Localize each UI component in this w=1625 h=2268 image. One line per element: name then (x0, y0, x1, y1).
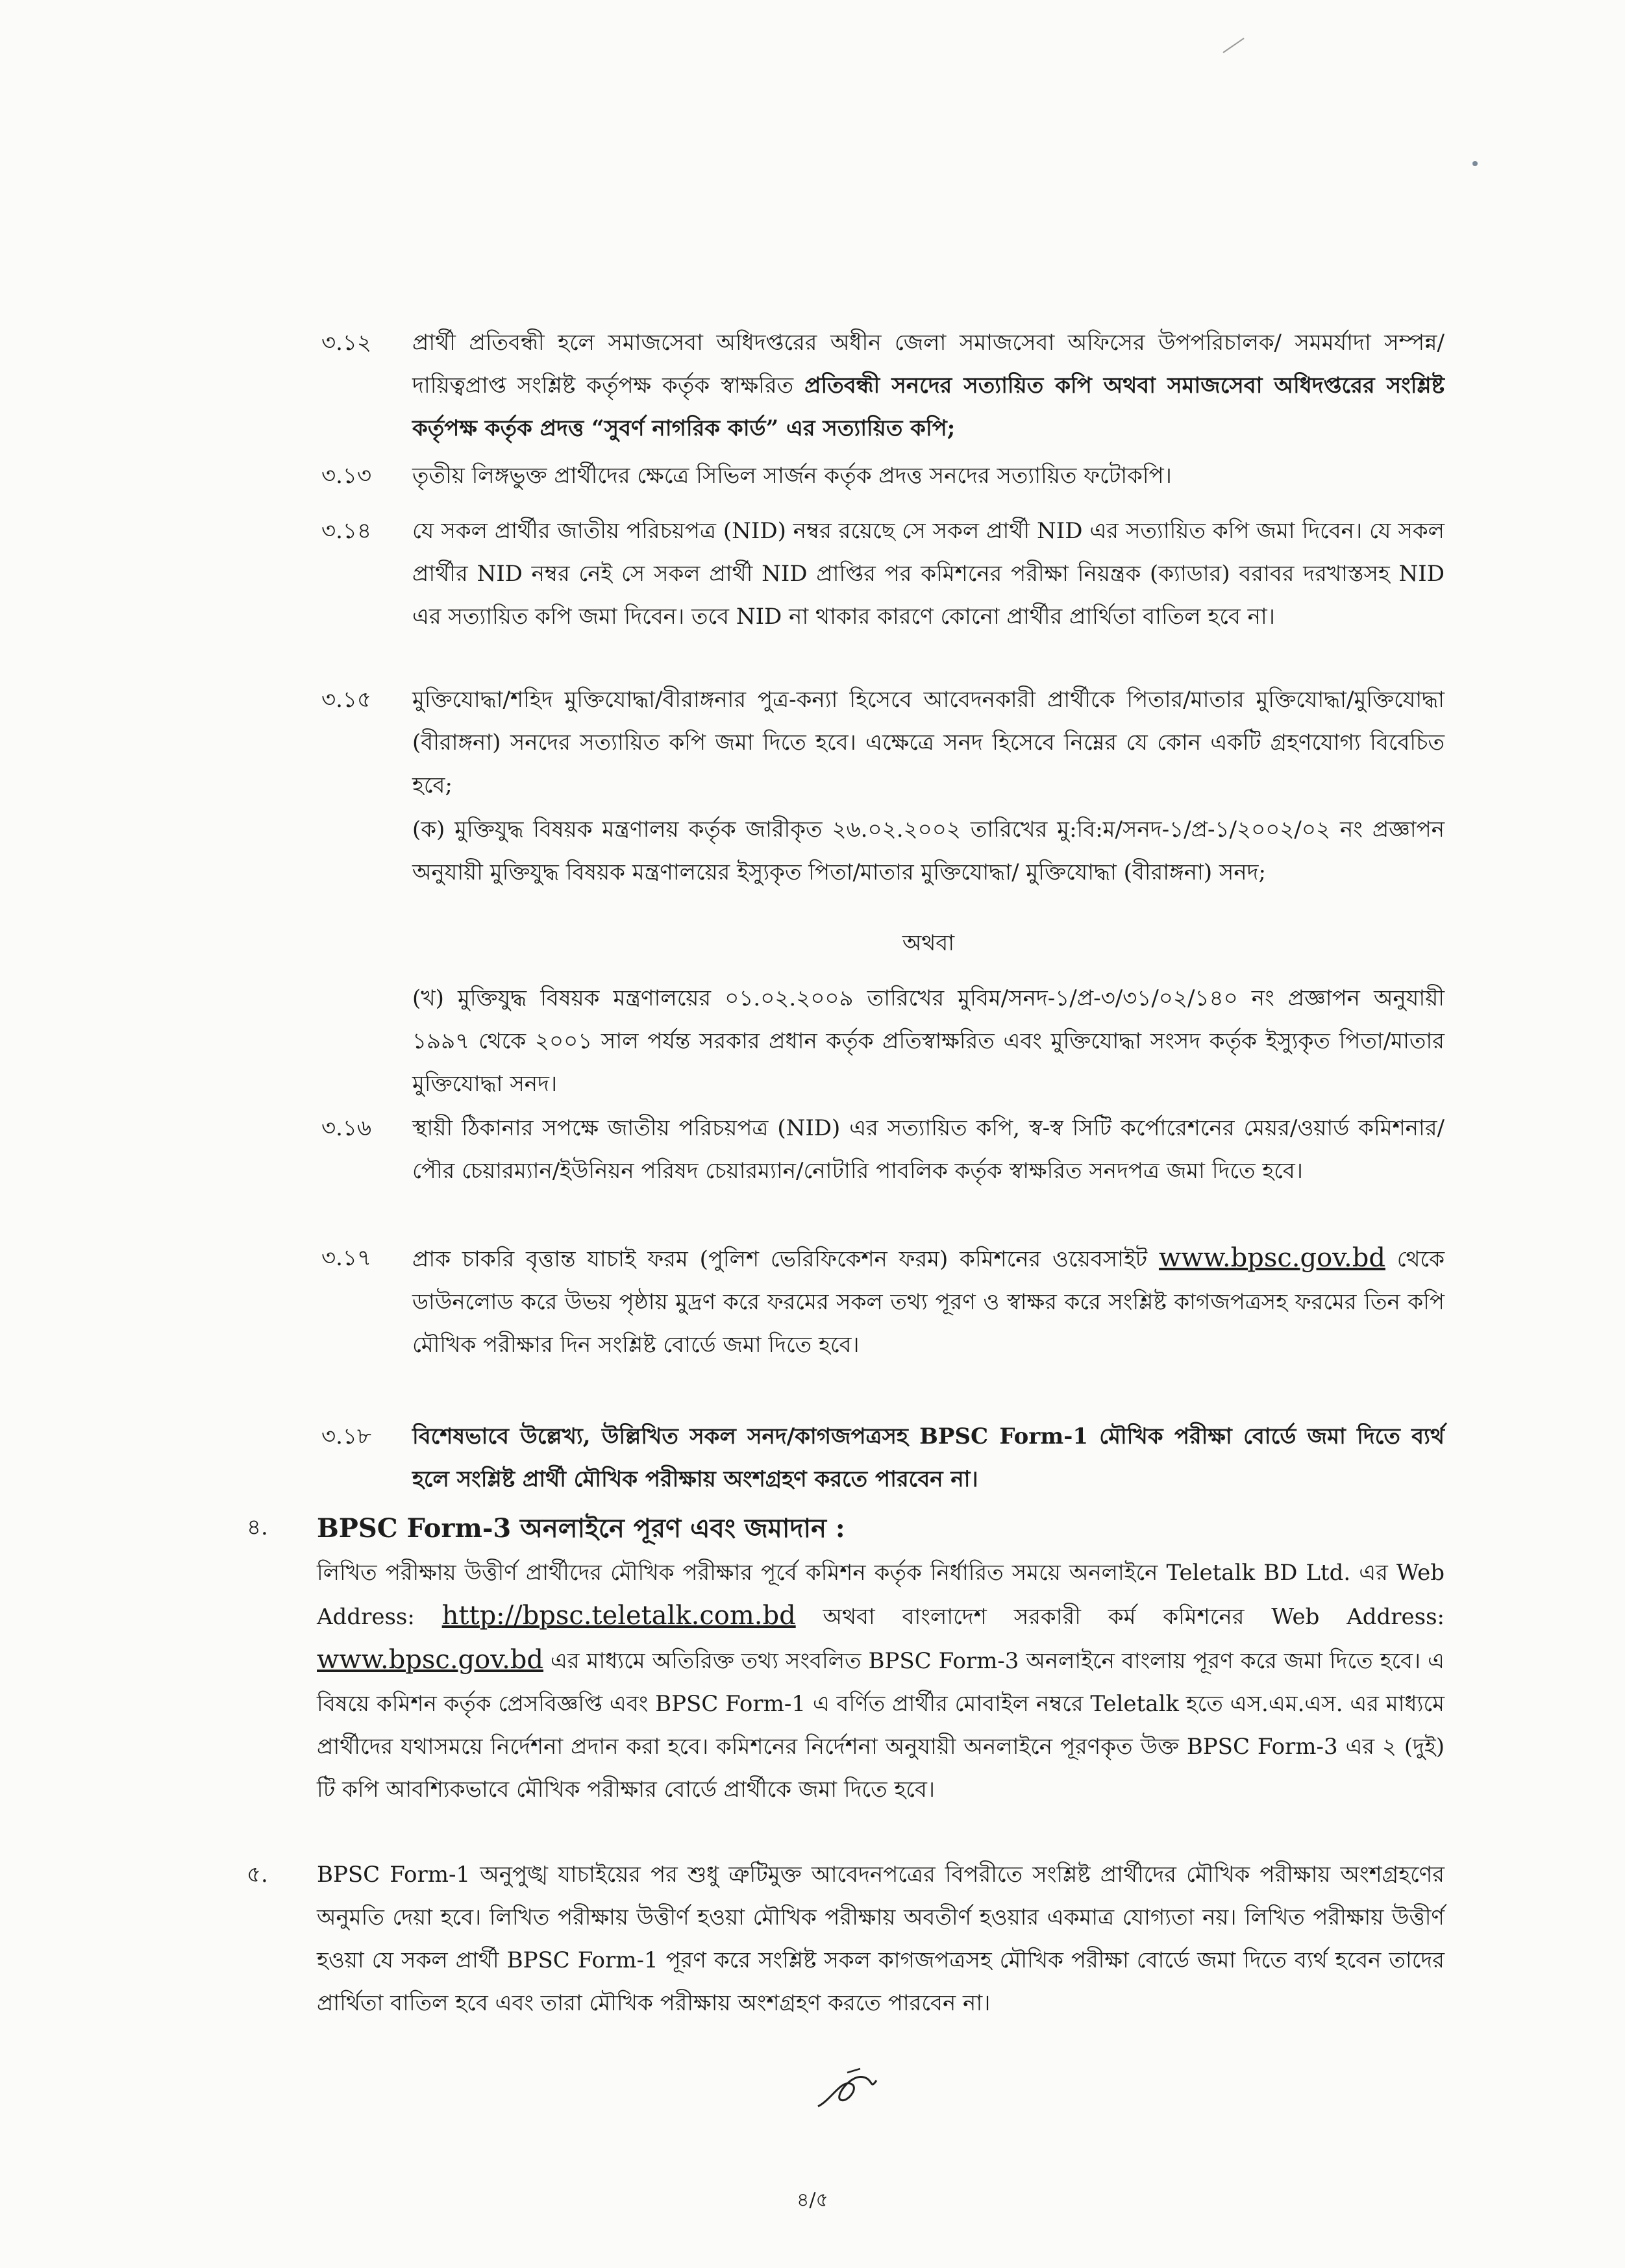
page-number: ৪/৫ (796, 2189, 829, 2212)
section-heading (317, 1506, 1445, 1551)
scan-mark (1221, 36, 1247, 55)
bpsc-website-link[interactable]: www.bpsc.gov.bd (1158, 1243, 1385, 1273)
clause-number: ৩.১৪ (321, 518, 372, 544)
clause-text (412, 1237, 1445, 1366)
clause-text-bold: প্রতিবন্ধী সনদের সত্যায়িত কপি অথবা সমাজসেবা অধিদপ্তরের সংশ্লিষ্ট কর্তৃপক্ষ কর্তৃক প্রদত্ত “সুবর্ণ নাগরিক কার্ড” এর সত্যায়িত কপি; (412, 373, 1445, 441)
section-text: BPSC Form-1 অনুপুঙ্খ যাচাইয়ের পর শুধু ত্রুটিমুক্ত আবেদনপত্রের বিপরীতে সংশ্লিষ্ট প্রার্থীদের মৌখিক পরীক্ষায় অংশগ্রহণের অনুমতি দেয়া হবে। লিখিত পরীক্ষায় উত্তীর্ণ হওয়া মৌখিক পরীক্ষায় অবতীর্ণ হওয়ার একমাত্র যোগ্যতা নয়। লিখিত পরীক্ষায় উত্তীর্ণ হওয়া যে সকল প্রার্থী BPSC Form-1 পূরণ করে সংশ্লিষ্ট সকল কাগজপত্রসহ মৌখিক পরীক্ষা বোর্ডে জমা দিতে ব্যর্থ হবেন তাদের প্রার্থিতা বাতিল হবে এবং তারা মৌখিক পরীক্ষায় অংশগ্রহণ করতে পারবেন না। (317, 1862, 1445, 2016)
clause-text-part: থেকে ডাউনলোড করে উভয় পৃষ্ঠায় মুদ্রণ করে ফরমের সকল তথ্য পূরণ ও স্বাক্ষর করে সংশ্লিষ্ট কাগজপত্রসহ ফরমের তিন কপি মৌখিক পরীক্ষার দিন সংশ্লিষ্ট বোর্ডে জমা দিতে হবে। (412, 1246, 1445, 1358)
clause-text-bold: বিশেষভাবে উল্লেখ্য, উল্লিখিত সকল সনদ/কাগজপত্রসহ BPSC Form-1 মৌখিক পরীক্ষা বোর্ডে জমা দিতে ব্যর্থ হলে সংশ্লিষ্ট প্রার্থী মৌখিক পরীক্ষায় অংশগ্রহণ করতে পারবেন না। (412, 1424, 1445, 1492)
scan-speck (1472, 161, 1478, 166)
section-number: ৪. (247, 1514, 268, 1540)
section-heading-text: BPSC Form-3 অনলাইনে পূরণ এবং জমাদান : (317, 1513, 845, 1544)
clause-text: স্থায়ী ঠিকানার সপক্ষে জাতীয় পরিচয়পত্র (NID) এর সত্যায়িত কপি, স্ব-স্ব সিটি কর্পোরেশনের মেয়র/ওয়ার্ড কমিশনার/পৌর চেয়ারম্যান/ইউনিয়ন পরিষদ চেয়ারম্যান/নোটারি পাবলিক কর্তৃক স্বাক্ষরিত সনদপত্র জমা দিতে হবে। (412, 1115, 1445, 1184)
clause-number: ৩.১২ (321, 330, 372, 356)
clause-number: ৩.১৩ (321, 463, 372, 489)
clause-text (412, 321, 1445, 450)
section-number: ৫. (247, 1862, 268, 1888)
section-text-part: এর মাধ্যমে অতিরিক্ত তথ্য সংবলিত BPSC Form-3 অনলাইনে বাংলায় পূরণ করে জমা দিতে হবে। এ বিষয়ে কমিশন কর্তৃক প্রেসবিজ্ঞপ্তি এবং BPSC Form-1 এ বর্ণিত প্রার্থীর মোবাইল নম্বরে Teletalk হতে এস.এম.এস. এর মাধ্যমে প্রার্থীদের যথাসময়ে নির্দেশনা প্রদান করা হবে। কমিশনের নির্দেশনা অনুযায়ী অনলাইনে পূরণকৃত উক্ত BPSC Form-3 এর ২ (দুই) টি কপি আবশ্যিকভাবে মৌখিক পরীক্ষার বোর্ডে প্রার্থীকে জমা দিতে হবে। (317, 1648, 1445, 1803)
clause-text-part: প্রাক চাকরি বৃত্তান্ত যাচাই ফরম (পুলিশ ভেরিফিকেশন ফরম) কমিশনের ওয়েবসাইট (412, 1246, 1159, 1272)
signature (812, 2061, 883, 2119)
sub-clause-kha: (খ) মুক্তিযুদ্ধ বিষয়ক মন্ত্রণালয়ের ০১.০২.২০০৯ তারিখের মুবিম/সনদ-১/প্র-৩/৩১/০২/১৪০ নং প্রজ্ঞাপন অনুযায়ী ১৯৯৭ থেকে ২০০১ সাল পর্যন্ত সরকার প্রধান কর্তৃক প্রতিস্বাক্ষরিত এবং মুক্তিযোদ্ধা সংসদ কর্তৃক ইস্যুকৃত পিতা/মাতার মুক্তিযোদ্ধা সনদ। (412, 985, 1445, 1097)
bpsc-website-link[interactable]: www.bpsc.gov.bd (317, 1645, 544, 1675)
clause-text: তৃতীয় লিঙ্গভুক্ত প্রার্থীদের ক্ষেত্রে সিভিল সার্জন কর্তৃক প্রদত্ত সনদের সত্যায়িত ফটোকপি। (412, 463, 1172, 489)
or-separator: অথবা (902, 930, 955, 956)
clause-text: যে সকল প্রার্থীর জাতীয় পরিচয়পত্র (NID) নম্বর রয়েছে সে সকল প্রার্থী NID এর সত্যায়িত কপি জমা দিবেন। যে সকল প্রার্থীর NID নম্বর নেই সে সকল প্রার্থী NID প্রাপ্তির পর কমিশনের পরীক্ষা নিয়ন্ত্রক (ক্যাডার) বরাবর দরখাস্তসহ NID এর সত্যায়িত কপি জমা দিবেন। তবে NID না থাকার কারণে কোনো প্রার্থীর প্রার্থিতা বাতিল হবে না। (412, 518, 1445, 630)
section-text-part: লিখিত পরীক্ষায় উত্তীর্ণ প্রার্থীদের মৌখিক পরীক্ষার পূর্বে কমিশন কর্তৃক নির্ধারিত সময়ে অনলাইনে Teletalk BD Ltd. এর Web Address: (317, 1560, 1445, 1630)
section-text-part: অথবা বাংলাদেশ সরকারী কর্ম কমিশনের Web Address: (795, 1604, 1445, 1630)
sub-clause-ka: (ক) মুক্তিযুদ্ধ বিষয়ক মন্ত্রণালয় কর্তৃক জারীকৃত ২৬.০২.২০০২ তারিখের মু:বি:ম/সনদ-১/প্র-১/২০০২/০২ নং প্রজ্ঞাপন অনুযায়ী মুক্তিযুদ্ধ বিষয়ক মন্ত্রণালয়ের ইস্যুকৃত পিতা/মাতার মুক্তিযোদ্ধা/ মুক্তিযোদ্ধা (বীরাঙ্গনা) সনদ; (412, 817, 1445, 885)
teletalk-link[interactable]: http://bpsc.teletalk.com.bd (441, 1601, 796, 1631)
section-text (317, 1551, 1445, 1811)
clause-text: মুক্তিযোদ্ধা/শহিদ মুক্তিযোদ্ধা/বীরাঙ্গনার পুত্র-কন্যা হিসেবে আবেদনকারী প্রার্থীকে পিতার/মাতার মুক্তিযোদ্ধা/মুক্তিযোদ্ধা (বীরাঙ্গনা) সনদের সত্যায়িত কপি জমা দিতে হবে। এক্ষেত্রে সনদ হিসেবে নিম্নের যে কোন একটি গ্রহণযোগ্য বিবেচিত হবে; (412, 687, 1445, 798)
clause-number: ৩.১৭ (321, 1245, 372, 1271)
clause-number: ৩.১৬ (321, 1115, 372, 1141)
clause-text-part: প্রার্থী প্রতিবন্ধী হলে সমাজসেবা অধিদপ্তরের অধীন জেলা সমাজসেবা অফিসের উপপরিচালক/ সমমর্যাদা সম্পন্ন/দায়িত্বপ্রাপ্ত সংশ্লিষ্ট কর্তৃপক্ষ কর্তৃক স্বাক্ষরিত (412, 330, 1445, 399)
clause-number: ৩.১৫ (321, 687, 372, 713)
clause-number: ৩.১৮ (321, 1424, 372, 1449)
